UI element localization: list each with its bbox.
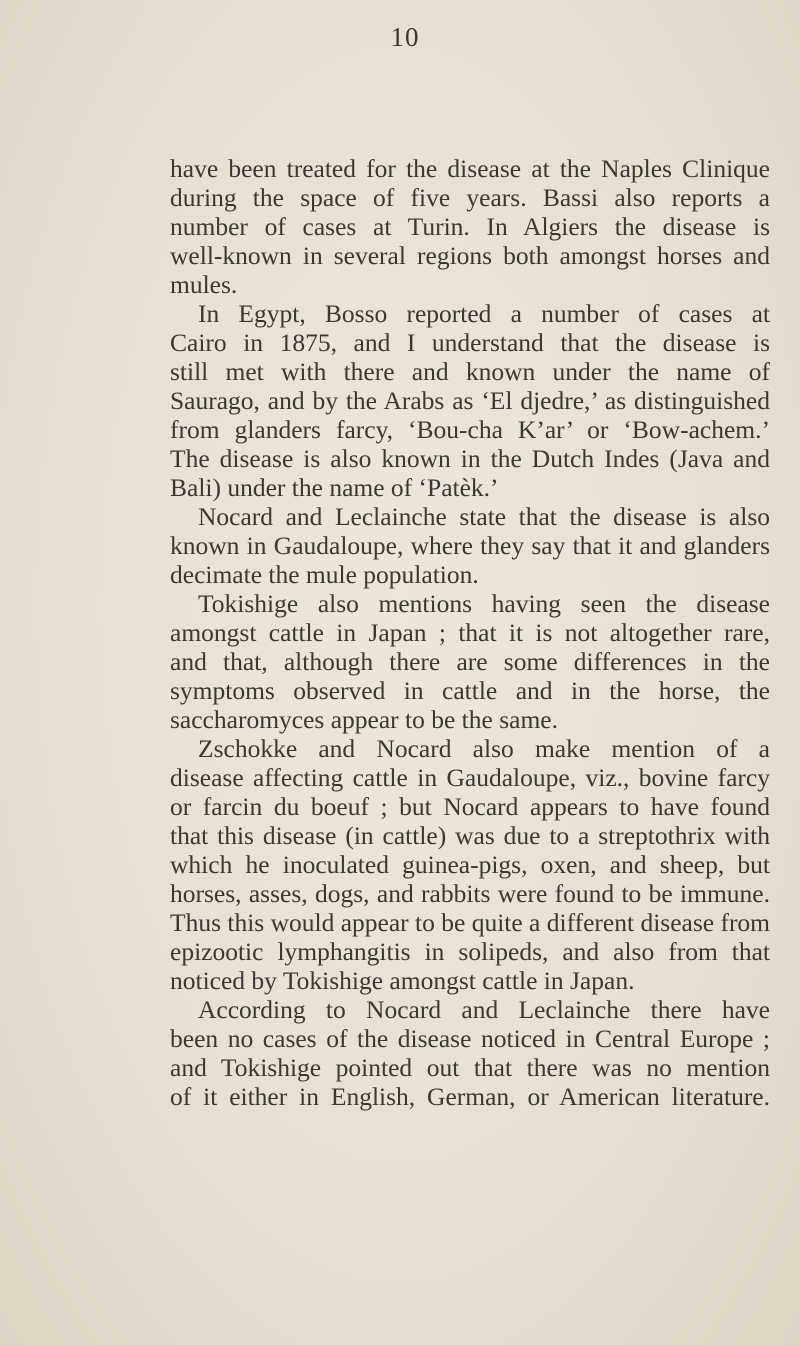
- paragraph: [170, 502, 770, 589]
- text-line: Zschokke and Nocard also make mention of a: [198, 734, 770, 763]
- text-line: horses, asses, dogs, and rabbits were found to be immune.: [170, 879, 770, 908]
- paragraph: [170, 995, 770, 1111]
- text-line: and that, although there are some differences in the: [170, 647, 770, 676]
- text-line: during the space of five years. Bassi also reports a: [170, 183, 770, 212]
- text-line: symptoms observed in cattle and in the horse, the: [170, 676, 770, 705]
- text-line: well-known in several regions both amongst horses and: [170, 241, 770, 270]
- text-line: number of cases at Turin. In Algiers the disease is: [170, 212, 770, 241]
- text-line: been no cases of the disease noticed in Central Europe ;: [170, 1024, 770, 1053]
- text-line: Bali) under the name of ‘Patèk.’: [170, 473, 499, 502]
- text-line: of it either in English, German, or American literature.: [170, 1082, 770, 1111]
- text-line: have been treated for the disease at the Naples Clinique: [170, 154, 770, 183]
- text-line: Thus this would appear to be quite a different disease from: [170, 908, 771, 937]
- paragraph: [170, 154, 770, 299]
- text-line: The disease is also known in the Dutch Indes (Java and: [170, 444, 770, 473]
- text-line: noticed by Tokishige amongst cattle in Japan.: [170, 966, 635, 995]
- text-line: Cairo in 1875, and I understand that the disease is: [170, 328, 770, 357]
- text-line: saccharomyces appear to be the same.: [170, 705, 558, 734]
- paragraph: [170, 734, 770, 995]
- text-line: or farcin du boeuf ; but Nocard appears to have found: [170, 792, 770, 821]
- text-line: In Egypt, Bosso reported a number of cases at: [198, 299, 770, 328]
- page-number: 10: [390, 22, 420, 52]
- text-line: mules.: [170, 270, 238, 299]
- body-text: [170, 154, 770, 1111]
- text-line: which he inoculated guinea-pigs, oxen, and sheep, but: [170, 850, 770, 879]
- text-line: disease affecting cattle in Gaudaloupe, viz., bovine farcy: [170, 763, 770, 792]
- text-line: known in Gaudaloupe, where they say that it and glanders: [170, 531, 770, 560]
- text-line: from glanders farcy, ‘Bou-cha K’ar’ or ‘Bow-achem.’: [170, 415, 770, 444]
- text-line: Nocard and Leclainche state that the disease is also: [198, 502, 770, 531]
- text-line: decimate the mule population.: [170, 560, 479, 589]
- text-line: According to Nocard and Leclainche there have: [198, 995, 770, 1024]
- paragraph: [170, 589, 770, 734]
- text-line: and Tokishige pointed out that there was no mention: [170, 1053, 770, 1082]
- text-line: epizootic lymphangitis in solipeds, and also from that: [170, 937, 770, 966]
- text-line: still met with there and known under the name of: [170, 357, 770, 386]
- text-line: that this disease (in cattle) was due to a streptothrix with: [170, 821, 770, 850]
- text-line: Saurago, and by the Arabs as ‘El djedre,’ as distinguished: [170, 386, 770, 415]
- paragraph: [170, 299, 770, 502]
- text-line: Tokishige also mentions having seen the disease: [198, 589, 770, 618]
- text-line: amongst cattle in Japan ; that it is not altogether rare,: [170, 618, 770, 647]
